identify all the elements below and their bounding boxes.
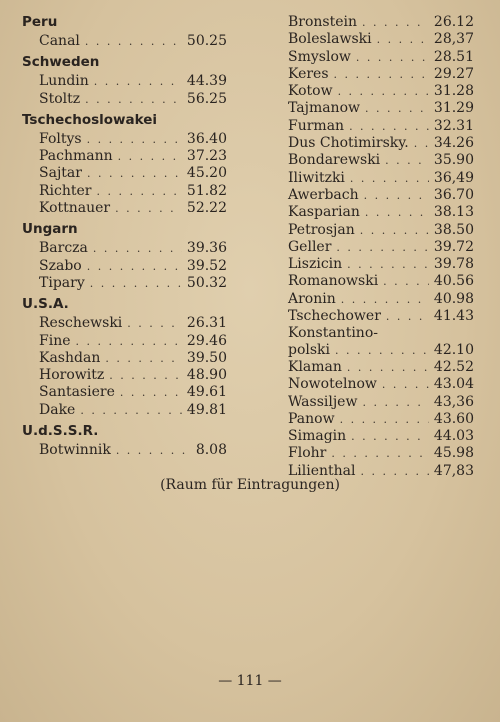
dot-leader [362,15,429,31]
player-row [288,31,474,48]
player-score: 34.26 [433,135,474,152]
dot-leader [335,343,429,359]
player-name: Richter [39,182,92,199]
player-score: 29.46 [186,332,227,349]
player-name: Kasparian [288,204,360,221]
player-row [22,73,227,90]
country-heading: U.S.A. [22,296,69,313]
player-row [288,445,474,462]
player-row [22,315,227,332]
player-row [288,325,474,341]
player-row [288,308,474,325]
player-score: 39.52 [186,257,227,274]
player-row [288,14,474,31]
player-name: Klaman [288,358,342,375]
player-name: Liszicin [288,256,343,273]
dot-leader [360,223,429,239]
player-row [288,273,474,290]
player-name: Bronstein [288,14,358,30]
country-heading: Tschechoslowakei [22,111,158,128]
player-row [288,256,474,273]
player-score: 38.13 [433,204,474,221]
player-row [22,200,227,217]
player-row [22,442,227,459]
dot-leader [93,241,182,257]
player-score: 26.12 [433,14,474,30]
dot-leader [356,50,429,66]
player-score: 45.20 [186,165,227,182]
player-score: 39.50 [186,349,227,366]
dot-leader [365,101,429,117]
player-row [22,131,227,148]
player-score: 50.32 [186,274,227,291]
dot-leader [87,259,182,275]
player-name: Boleslawski [288,31,372,48]
player-score: 52.22 [186,200,227,217]
dot-leader [90,276,182,292]
dot-leader [365,205,429,221]
player-name: Kottnauer [39,200,111,217]
dot-leader [362,395,428,411]
player-name: Smyslow [288,48,351,65]
dot-leader [118,149,182,165]
player-name: Szabo [39,257,82,274]
player-name: Petrosjan [288,221,355,238]
player-name: Romanowski [288,273,379,290]
player-score: 38.50 [433,221,474,238]
player-score: 39.36 [186,240,227,257]
player-score: 36.70 [433,186,474,203]
player-name: polski [288,341,331,358]
player-row [288,359,474,376]
dot-leader [127,316,182,332]
player-score: 43,36 [433,393,474,410]
player-row [288,118,474,135]
player-name: Dake [39,401,76,418]
player-score: 35.90 [433,152,474,169]
player-name: Horowitz [39,367,105,384]
player-score: 44.03 [433,428,474,445]
dot-leader [87,132,182,148]
player-row [22,240,227,257]
dot-leader [85,92,182,108]
dot-leader [351,429,429,445]
player-score: 50.25 [186,33,227,49]
player-score: 41.43 [433,308,474,325]
player-name: Tajmanow [288,100,360,117]
player-score: 43.60 [433,410,474,427]
dot-leader [414,136,429,152]
dot-leader [87,166,182,182]
player-name: Panow [288,410,335,427]
player-score: 40.98 [433,290,474,307]
player-score: 42.52 [433,358,474,375]
player-name: Lilienthal [288,462,356,479]
player-row [288,291,474,308]
dot-leader [94,74,182,90]
player-row [22,384,227,401]
footer-note: (Raum für Eintragungen) [160,477,340,493]
player-name: Wassiljew [288,393,358,410]
player-name: Canal [39,33,80,49]
player-row [22,333,227,350]
player-name: Konstantino- [288,325,378,342]
dot-leader [116,443,191,459]
player-name: Reschewski [39,315,123,332]
player-row [22,258,227,275]
player-row [288,204,474,221]
player-row [22,91,227,108]
right-column [288,14,474,480]
dot-leader [115,201,182,217]
player-row [22,367,227,384]
player-score: 32.31 [433,117,474,134]
player-name: Geller [288,238,332,255]
player-row [288,170,474,187]
player-score: 31.28 [433,83,474,100]
player-name: Sajtar [39,165,82,182]
player-name: Tipary [39,274,85,291]
player-score: 39.72 [433,238,474,255]
player-name: Flohr [288,445,327,462]
player-name: Lundin [39,73,89,90]
player-row [22,402,227,419]
player-row [288,135,474,152]
dot-leader [350,171,429,187]
player-score: 40.56 [433,273,474,290]
player-row [22,148,227,165]
dot-leader [364,188,429,204]
player-score: 49.81 [186,401,227,418]
left-column [22,14,227,459]
dot-leader [347,360,429,376]
player-name: Pachmann [39,148,113,165]
player-name: Awerbach [288,186,359,203]
player-row [22,183,227,200]
player-score: 26.31 [186,315,227,332]
player-name: Tschechower [288,308,381,325]
player-name: Dus Chotimirsky. [288,135,409,152]
dot-leader [383,274,429,290]
player-name: Keres [288,65,329,82]
player-score: 47,83 [433,462,474,479]
player-row [288,152,474,169]
player-name: Aronin [288,290,336,307]
player-score: 44.39 [186,73,227,90]
player-name: Foltys [39,130,82,147]
player-row [22,165,227,182]
player-score: 28,37 [433,31,474,48]
player-score: 36,49 [433,169,474,186]
player-row [288,83,474,100]
player-score: 39.78 [433,256,474,273]
dot-leader [386,309,429,325]
dot-leader [109,368,182,384]
player-name: Bondarewski [288,152,381,169]
player-score: 42.10 [433,341,474,358]
dot-leader [85,34,182,50]
dot-leader [377,32,429,48]
player-name: Iliwitzki [288,169,345,186]
dot-leader [385,153,429,169]
country-heading: U.d.S.S.R. [22,423,99,440]
player-name: Santasiere [39,384,115,401]
player-name: Fine [39,332,71,349]
dot-leader [80,403,182,419]
dot-leader [340,412,429,428]
player-row [22,33,227,50]
player-row [288,428,474,445]
player-score: 56.25 [186,90,227,107]
dot-leader [336,240,429,256]
player-name: Furman [288,117,345,134]
dot-leader [105,351,182,367]
dot-leader [349,119,429,135]
player-name: Simagin [288,428,347,445]
country-heading: Schweden [22,54,100,71]
player-score: 28.51 [433,48,474,65]
player-score: 36.40 [186,130,227,147]
player-name: Kashdan [39,349,101,366]
dot-leader [382,377,429,393]
player-name: Barcza [39,240,88,257]
player-row [288,394,474,411]
dot-leader [341,292,429,308]
country-heading: Peru [22,14,58,30]
player-name: Stoltz [39,90,81,107]
player-row [288,49,474,66]
player-row [288,411,474,428]
player-row [288,100,474,117]
dot-leader [331,446,429,462]
player-score: 43.04 [433,376,474,393]
page-number: — 111 — [218,673,282,689]
player-score: 49.61 [186,384,227,401]
player-row [288,222,474,239]
player-row [22,350,227,367]
player-score: 45.98 [433,445,474,462]
player-row [288,342,474,359]
player-row [288,239,474,256]
dot-leader [347,257,429,273]
player-name: Nowotelnow [288,376,377,393]
player-score: 8.08 [195,442,227,459]
dot-leader [334,67,429,83]
dot-leader [96,184,181,200]
player-row [288,66,474,83]
player-name: Kotow [288,83,333,100]
country-heading: Ungarn [22,221,78,238]
dot-leader [76,334,182,350]
dot-leader [338,84,429,100]
player-score: 29.27 [433,65,474,82]
player-score: 48.90 [186,367,227,384]
dot-leader [120,385,182,401]
player-score: 31.29 [433,100,474,117]
player-row [288,187,474,204]
player-row [288,376,474,393]
player-name: Botwinnik [39,442,111,459]
player-row [22,275,227,292]
player-score: 51.82 [186,182,227,199]
player-score: 37.23 [186,148,227,165]
